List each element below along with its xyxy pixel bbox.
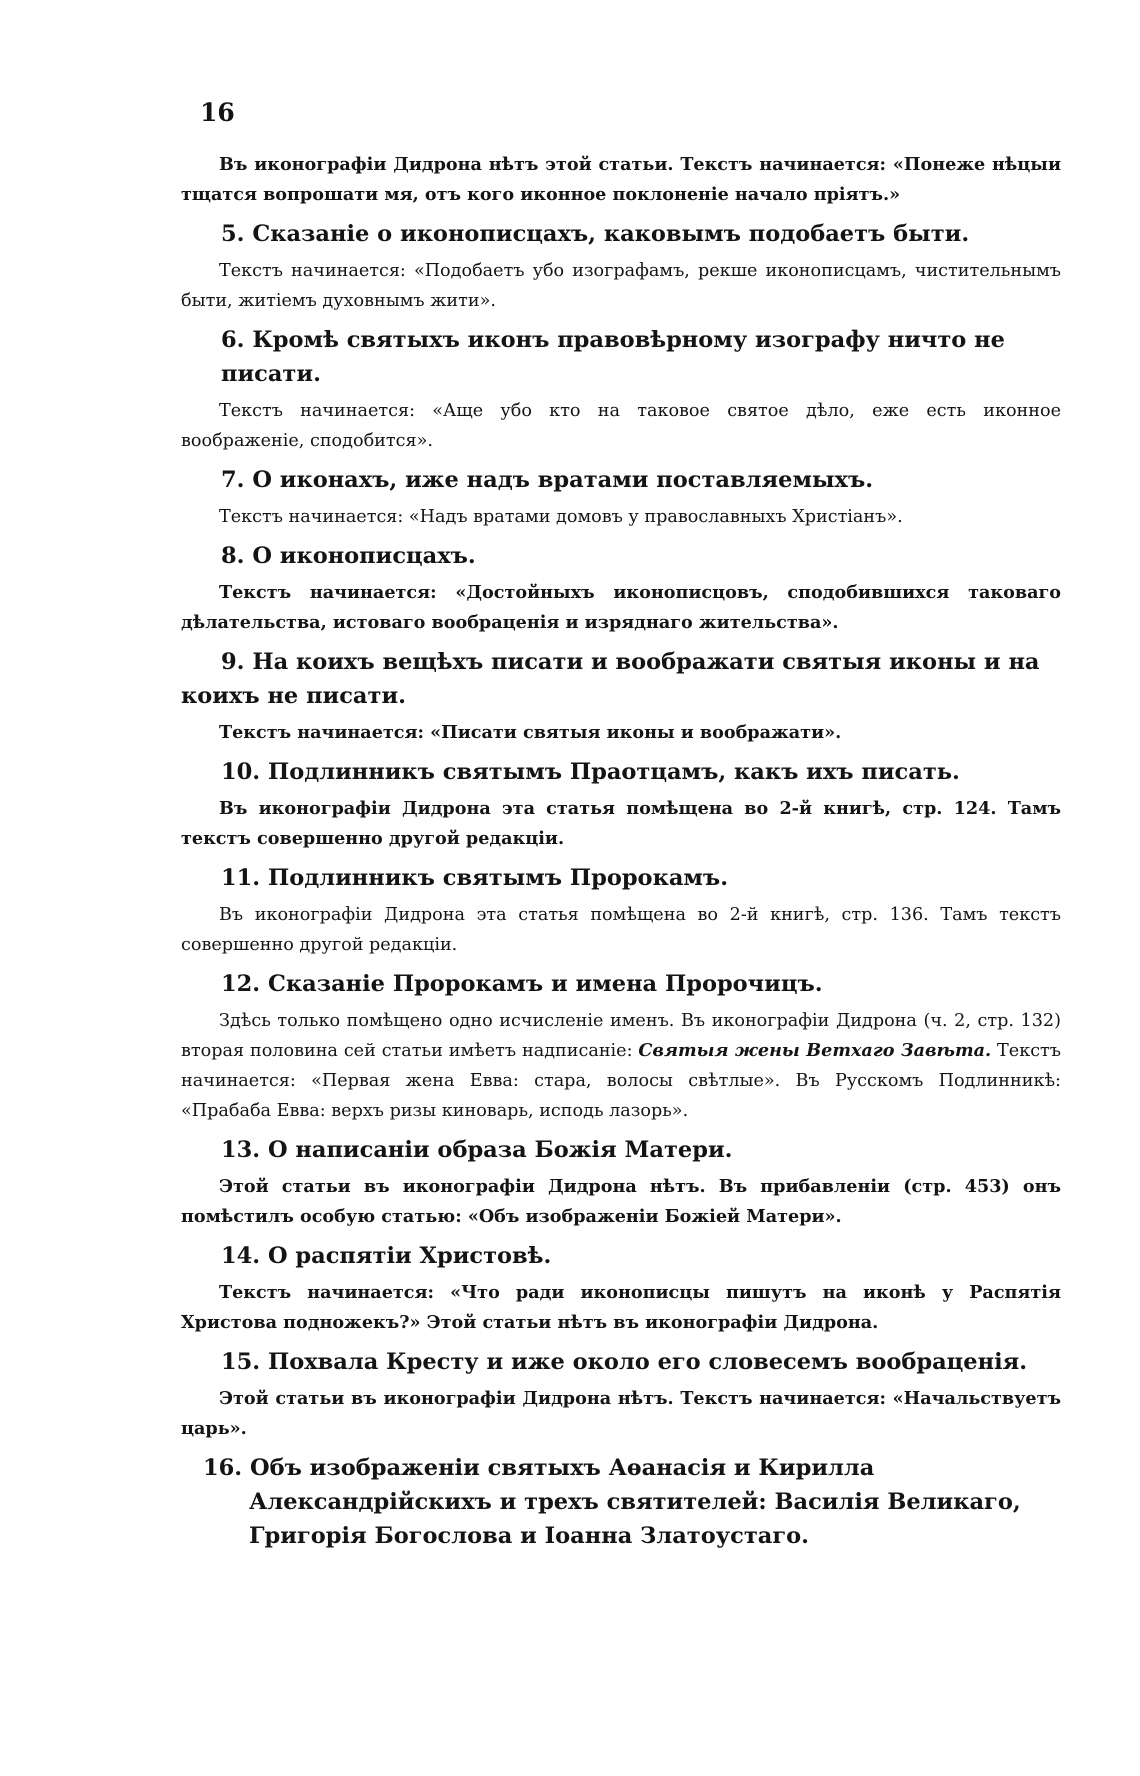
section-10 (181, 755, 1061, 854)
section-heading: 5. Сказаніе о иконописцахъ, каковымъ подобаетъ быти. (221, 221, 970, 247)
section-5 (181, 217, 1061, 316)
section-heading: 11. Подлинникъ святымъ Пророкамъ. (221, 865, 729, 891)
section-11 (181, 861, 1061, 960)
section-paragraph: Текстъ начинается: «Подобаетъ убо изографамъ, рекше иконописцамъ, чистительнымъ быти, житіемъ духовнымъ жити». (181, 261, 1061, 311)
section-paragraph-part-b: Текстъ начинается: «Первая жена Евва: стара, волосы свѣтлые». Въ Русскомъ Подлинникѣ: «Прабаба Евва: верхъ ризы киноварь, исподь лазорь». (181, 1041, 1061, 1121)
section-7 (181, 463, 1061, 532)
section-6 (181, 323, 1061, 456)
section-heading: 8. О иконописцахъ. (221, 543, 476, 569)
section-15 (181, 1345, 1061, 1444)
section-9 (181, 645, 1061, 748)
section-12 (181, 967, 1061, 1126)
section-paragraph: Текстъ начинается: «Что ради иконописцы пишутъ на иконѣ у Распятія Христова подножекъ?» Этой статьи нѣтъ въ иконографіи Дидрона. (181, 1282, 1061, 1333)
section-paragraph: Текстъ начинается: «Аще убо кто на таковое святое дѣло, еже есть иконное воображеніе, сподобится». (181, 401, 1061, 451)
section-heading: 16. Объ изображеніи святыхъ Аѳанасія и Кирилла Александрійскихъ и трехъ святителей: Василія Великаго, Григорія Богослова и Іоанна Златоустаго. (203, 1455, 1021, 1549)
section-8 (181, 539, 1061, 638)
section-13 (181, 1133, 1061, 1232)
section-paragraph: Текстъ начинается: «Достойныхъ иконописцовъ, сподобившихся таковаго дѣлательства, истоваго вообраценія и изряднаго жительства». (181, 582, 1061, 633)
section-14 (181, 1239, 1061, 1338)
section-heading: 6. Кромѣ святыхъ иконъ правовѣрному изографу ничто не писати. (221, 327, 1005, 387)
section-paragraph: Текстъ начинается: «Писати святыя иконы и воображати». (219, 722, 842, 743)
section-paragraph (181, 1006, 1061, 1126)
section-paragraph: Въ иконографіи Дидрона эта статья помѣщена во 2-й книгѣ, стр. 124. Тамъ текстъ совершенно другой редакціи. (181, 798, 1061, 849)
section-heading: 12. Сказаніе Пророкамъ и имена Пророчицъ. (221, 971, 823, 997)
intro-paragraph: Въ иконографіи Дидрона нѣтъ этой статьи. Текстъ начинается: «Понеже нѣцыи тщатся вопрошати мя, отъ кого иконное поклоненіе начало пріятъ.» (181, 154, 1061, 205)
section-16 (181, 1451, 1061, 1553)
section-paragraph: Этой статьи въ иконографіи Дидрона нѣтъ. Въ прибавленіи (стр. 453) онъ помѣстилъ особую статью: «Объ изображеніи Божіей Матери». (181, 1176, 1061, 1227)
italic-title: Святыя жены Ветхаго Завѣта. (638, 1040, 992, 1061)
section-paragraph: Въ иконографіи Дидрона эта статья помѣщена во 2-й книгѣ, стр. 136. Тамъ текстъ совершенно другой редакціи. (181, 905, 1061, 955)
section-paragraph: Текстъ начинается: «Надъ вратами домовъ у православныхъ Христіанъ». (219, 507, 903, 527)
section-heading: 15. Похвала Кресту и иже около его словесемъ вообраценія. (221, 1349, 1028, 1375)
section-heading: 9. На коихъ вещѣхъ писати и воображати святыя иконы и на коихъ не писати. (181, 649, 1040, 709)
section-heading: 13. О написаніи образа Божія Матери. (221, 1137, 733, 1163)
page-number: 16 (200, 98, 235, 127)
section-paragraph-part-a: Здѣсь только помѣщено одно исчисленіе именъ. Въ иконографіи Дидрона (ч. 2, стр. 132) вторая половина сей статьи имѣетъ надписаніе: (181, 1011, 1061, 1061)
section-heading: 14. О распятіи Христовѣ. (221, 1243, 552, 1269)
page-body (181, 150, 1061, 1558)
section-heading: 7. О иконахъ, иже надъ вратами поставляемыхъ. (221, 467, 874, 493)
section-paragraph: Этой статьи въ иконографіи Дидрона нѣтъ. Текстъ начинается: «Начальствуетъ царь». (181, 1388, 1061, 1439)
section-heading: 10. Подлинникъ святымъ Праотцамъ, какъ ихъ писать. (221, 759, 960, 785)
